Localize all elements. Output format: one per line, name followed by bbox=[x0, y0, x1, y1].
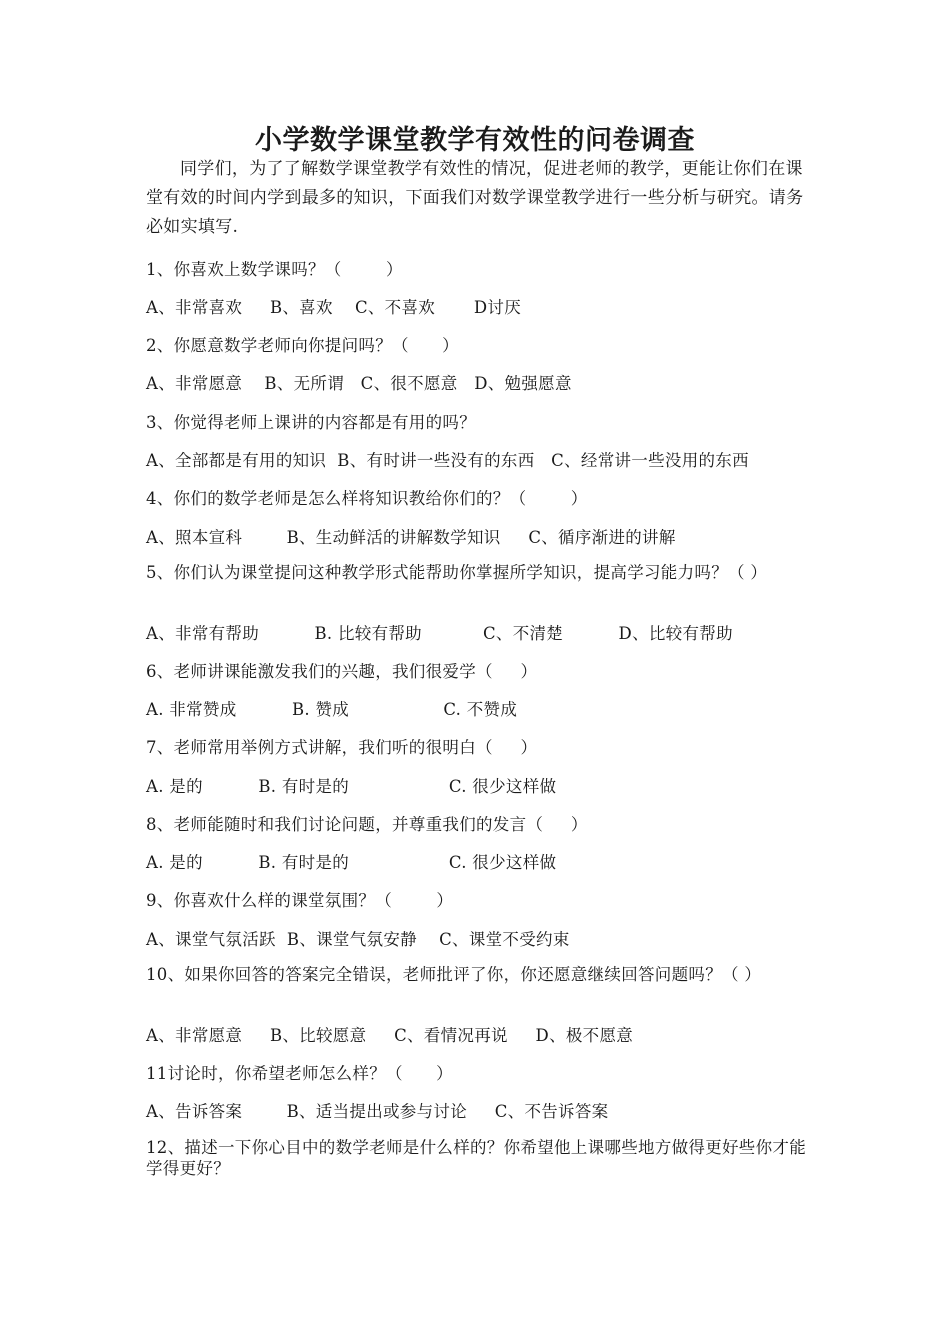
options-2: A、非常愿意 B、无所谓 C、很不愿意 D、勉强愿意 bbox=[146, 374, 572, 393]
options-3: A、全部都是有用的知识 B、有时讲一些没有的东西 C、经常讲一些没用的东西 bbox=[146, 451, 749, 470]
question-11: 11讨论时，你希望老师怎么样？（ ） bbox=[146, 1064, 453, 1083]
question-2: 2、你愿意数学老师向你提问吗？（ ） bbox=[146, 336, 459, 355]
options-8: A. 是的 B. 有时是的 C. 很少这样做 bbox=[146, 853, 557, 872]
question-9: 9、你喜欢什么样的课堂氛围？（ ） bbox=[146, 891, 454, 910]
question-5: 5、你们认为课堂提问这种教学形式能帮助你掌握所学知识，提高学习能力吗？（ ） bbox=[146, 563, 768, 582]
question-12: 12、描述一下你心目中的数学老师是什么样的？你希望他上课哪些地方做得更好些你才能学得更好？ bbox=[146, 1138, 806, 1178]
question-7: 7、老师常用举例方式讲解，我们听的很明白（ ） bbox=[146, 738, 538, 757]
question-1: 1、你喜欢上数学课吗？（ ） bbox=[146, 260, 403, 279]
options-9: A、课堂气氛活跃 B、课堂气氛安静 C、课堂不受约束 bbox=[146, 930, 570, 949]
options-11: A、告诉答案 B、适当提出或参与讨论 C、不告诉答案 bbox=[146, 1102, 609, 1121]
options-6: A. 非常赞成 B. 赞成 C. 不赞成 bbox=[146, 700, 518, 719]
question-3: 3、你觉得老师上课讲的内容都是有用的吗？ bbox=[146, 413, 476, 432]
question-6: 6、老师讲课能激发我们的兴趣，我们很爱学（ ） bbox=[146, 662, 538, 681]
options-10: A、非常愿意 B、比较愿意 C、看情况再说 D、极不愿意 bbox=[146, 1026, 634, 1045]
question-8: 8、老师能随时和我们讨论问题，并尊重我们的发言（ ） bbox=[146, 815, 588, 834]
options-4: A、照本宣科 B、生动鲜活的讲解数学知识 C、循序渐进的讲解 bbox=[146, 528, 676, 547]
options-5: A、非常有帮助 B. 比较有帮助 C、不清楚 D、比较有帮助 bbox=[146, 624, 733, 643]
options-1: A、非常喜欢 B、喜欢 C、不喜欢 D讨厌 bbox=[146, 298, 522, 317]
question-10: 10、如果你回答的答案完全错误，老师批评了你，你还愿意继续回答问题吗？（ ） bbox=[146, 965, 762, 984]
page-title: 小学数学课堂教学有效性的问卷调查 bbox=[255, 125, 695, 156]
intro-paragraph: 同学们，为了了解数学课堂教学有效性的情况，促进老师的教学，更能让你们在课堂有效的时间内学到最多的知识，下面我们对数学课堂教学进行一些分析与研究。请务必如实填写. bbox=[146, 159, 804, 237]
question-4: 4、你们的数学老师是怎么样将知识教给你们的？（ ） bbox=[146, 489, 588, 508]
options-7: A. 是的 B. 有时是的 C. 很少这样做 bbox=[146, 777, 557, 796]
